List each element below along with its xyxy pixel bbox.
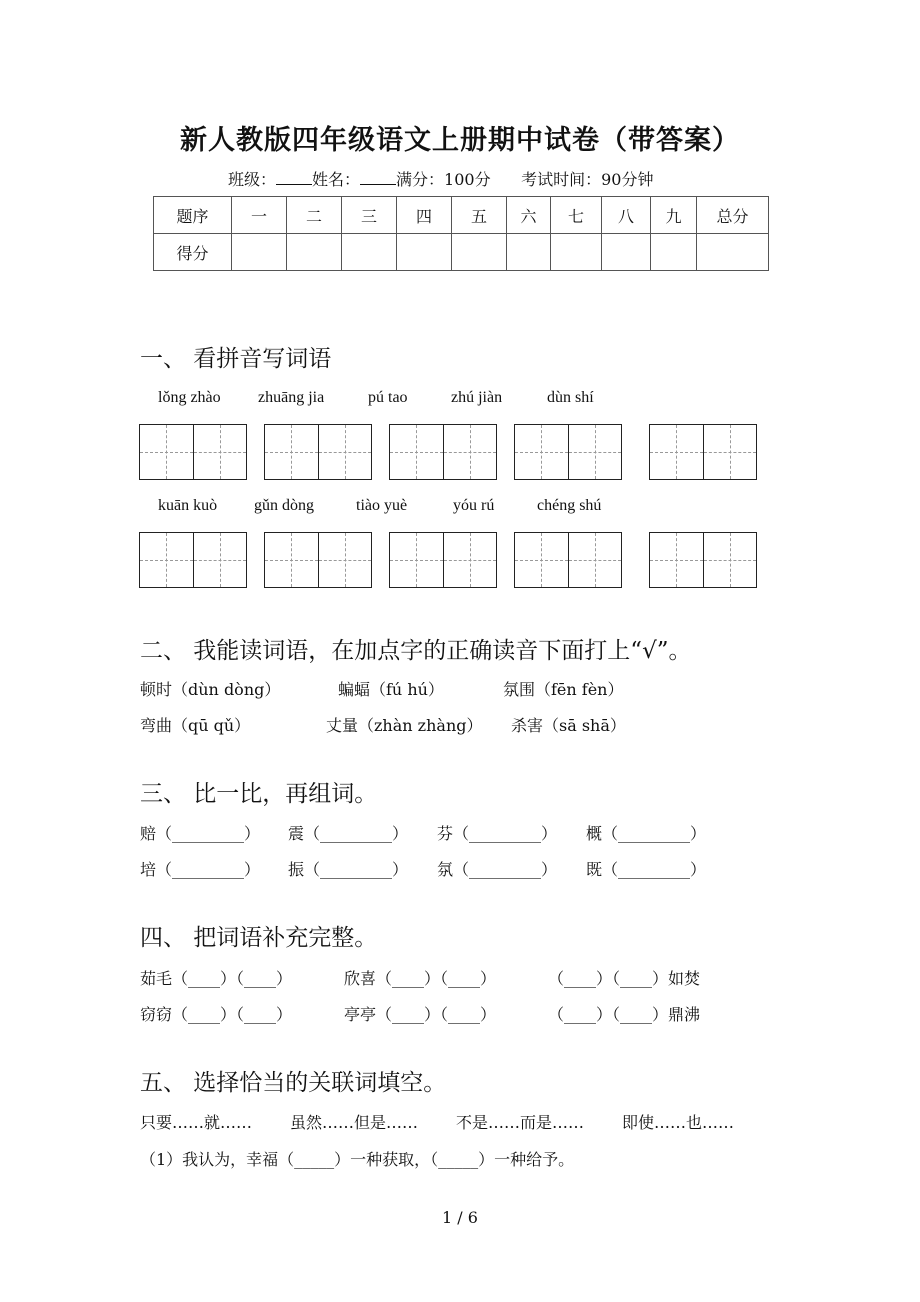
compare-item[interactable]: 振（_________）: [288, 860, 409, 879]
row-label: 得分: [154, 234, 232, 271]
pinyin: zhuāng jia: [258, 389, 325, 406]
section4-title: 四、 把词语补充完整。: [140, 925, 378, 951]
score-table: [153, 196, 769, 271]
header-cell: 六: [507, 197, 551, 234]
compare-item[interactable]: 概（_________）: [586, 824, 707, 843]
compare-item[interactable]: 震（_________）: [288, 824, 409, 843]
score-cell[interactable]: [551, 234, 602, 271]
writing-box[interactable]: [389, 424, 497, 480]
conjunction-option: 不是……而是……: [456, 1113, 585, 1132]
score-table-header-row: [154, 197, 769, 234]
score-cell[interactable]: [602, 234, 651, 271]
pinyin: chéng shú: [537, 497, 602, 514]
section2-title: 二、 我能读词语，在加点字的正确读音下面打上“√”。: [140, 638, 692, 664]
score-cell[interactable]: [507, 234, 551, 271]
page-number: 1 / 6: [442, 1208, 478, 1227]
writing-box[interactable]: [139, 424, 247, 480]
pinyin: lǒng zhào: [158, 389, 221, 406]
pinyin: yóu rú: [453, 497, 495, 514]
name-blank[interactable]: [360, 170, 396, 185]
section1-title: 一、 看拼音写词语: [140, 346, 332, 372]
reading-item[interactable]: 蝙蝠（fú hú）: [338, 680, 444, 699]
score-table-score-row: [154, 234, 769, 271]
header-cell: 八: [602, 197, 651, 234]
full-score: 满分：100分: [396, 170, 491, 189]
compare-item[interactable]: 培（_________）: [140, 860, 261, 879]
header-cell: 四: [397, 197, 452, 234]
page-title: 新人教版四年级语文上册期中试卷（带答案）: [180, 125, 740, 156]
reading-item[interactable]: 丈量（zhàn zhàng）: [326, 716, 483, 735]
idiom-item[interactable]: （____）（____）鼎沸: [548, 1005, 701, 1024]
writing-box[interactable]: [264, 532, 372, 588]
compare-item[interactable]: 赔（_________）: [140, 824, 261, 843]
reading-item[interactable]: 弯曲（qū qǔ）: [140, 716, 251, 735]
header-cell: 总分: [697, 197, 769, 234]
score-cell[interactable]: [342, 234, 397, 271]
idiom-item[interactable]: 窃窃（____）（____）: [140, 1005, 293, 1024]
pinyin: dùn shí: [547, 389, 594, 406]
score-cell[interactable]: [397, 234, 452, 271]
exam-info: [228, 167, 653, 190]
reading-item[interactable]: 氛围（fēn fèn）: [503, 680, 624, 699]
section3-title: 三、 比一比，再组词。: [140, 781, 378, 807]
idiom-item[interactable]: （____）（____）如焚: [548, 969, 701, 988]
score-cell[interactable]: [697, 234, 769, 271]
class-label: 班级：: [228, 170, 277, 189]
pinyin: zhú jiàn: [451, 389, 503, 406]
question-1[interactable]: （1）我认为，幸福（_____）一种获取，（_____）一种给予。: [140, 1150, 575, 1169]
class-blank[interactable]: [276, 170, 312, 185]
writing-box[interactable]: [514, 424, 622, 480]
header-cell: 题序: [154, 197, 232, 234]
score-cell[interactable]: [651, 234, 697, 271]
reading-item[interactable]: 顿时（dùn dòng）: [140, 680, 281, 699]
writing-box[interactable]: [264, 424, 372, 480]
pinyin: tiào yuè: [356, 497, 408, 514]
header-cell: 二: [287, 197, 342, 234]
score-cell[interactable]: [452, 234, 507, 271]
writing-box[interactable]: [389, 532, 497, 588]
compare-item[interactable]: 芬（_________）: [437, 824, 558, 843]
score-cell[interactable]: [287, 234, 342, 271]
conjunction-option: 虽然……但是……: [290, 1113, 419, 1132]
writing-box[interactable]: [514, 532, 622, 588]
idiom-item[interactable]: 亭亭（____）（____）: [344, 1005, 497, 1024]
name-label: 姓名：: [312, 170, 361, 189]
conjunction-option: 即使……也……: [622, 1113, 735, 1132]
writing-box[interactable]: [649, 424, 757, 480]
reading-item[interactable]: 杀害（sā shā）: [511, 716, 626, 735]
pinyin: kuān kuò: [158, 497, 218, 514]
section5-title: 五、 选择恰当的关联词填空。: [140, 1070, 447, 1096]
pinyin: gǔn dòng: [254, 497, 314, 514]
idiom-item[interactable]: 茹毛（____）（____）: [140, 969, 293, 988]
score-cell[interactable]: [232, 234, 287, 271]
header-cell: 九: [651, 197, 697, 234]
exam-time: 考试时间：90分钟: [521, 170, 654, 189]
compare-item[interactable]: 氛（_________）: [437, 860, 558, 879]
idiom-item[interactable]: 欣喜（____）（____）: [344, 969, 497, 988]
header-cell: 一: [232, 197, 287, 234]
header-cell: 三: [342, 197, 397, 234]
compare-item[interactable]: 既（_________）: [586, 860, 707, 879]
header-cell: 五: [452, 197, 507, 234]
header-cell: 七: [551, 197, 602, 234]
pinyin: pú tao: [368, 389, 408, 406]
writing-box[interactable]: [139, 532, 247, 588]
conjunction-option: 只要……就……: [140, 1113, 253, 1132]
writing-box[interactable]: [649, 532, 757, 588]
